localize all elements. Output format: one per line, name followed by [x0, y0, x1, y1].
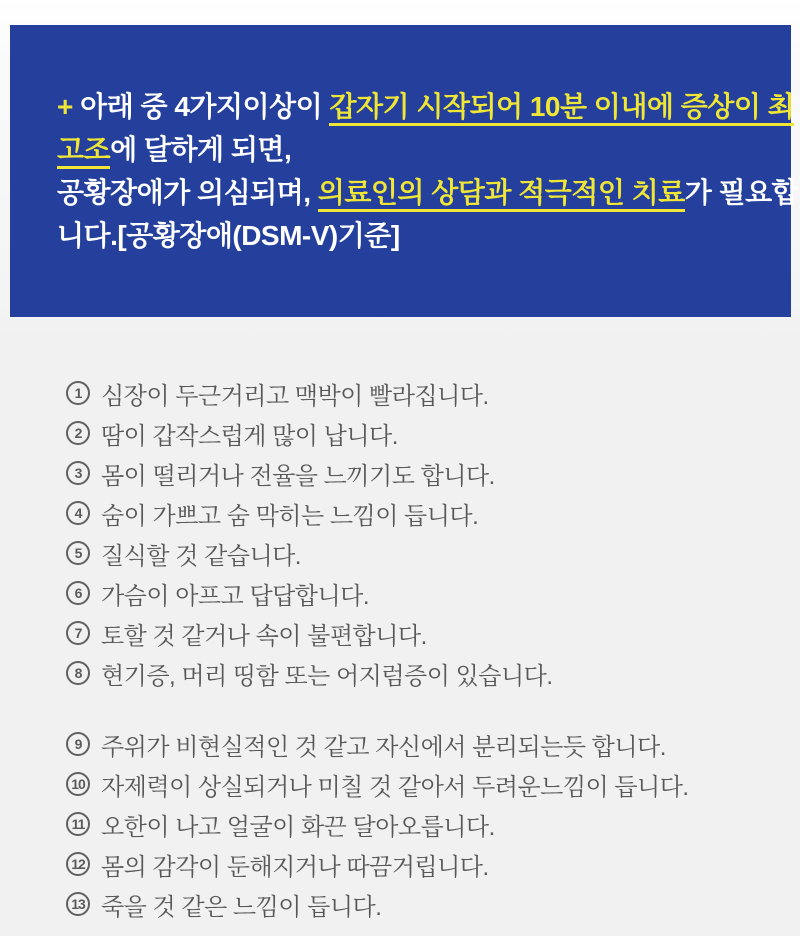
circled-number-badge: 9: [66, 732, 90, 756]
symptom-text: 땀이 갑작스럽게 많이 납니다.: [101, 422, 398, 450]
notice-text: 공황장애가 의심되며,: [57, 177, 318, 208]
symptom-text: 주위가 비현실적인 것 같고 자신에서 분리되는듯 합니다.: [101, 733, 666, 761]
circled-number-badge: 1: [66, 381, 90, 405]
notice-line-2: [57, 128, 751, 171]
panic-disorder-criteria-box: [10, 25, 799, 317]
symptom-list-physical: [66, 380, 553, 690]
symptom-text: 현기증, 머리 띵함 또는 어지럼증이 있습니다.: [101, 662, 553, 690]
symptom-item-8: [66, 660, 553, 690]
circled-number-badge: 4: [66, 501, 90, 525]
notice-text: 가 필요합: [684, 177, 799, 208]
symptom-item-4: [66, 500, 553, 530]
circled-number-badge: 6: [66, 581, 90, 605]
notice-highlight: 고조: [57, 134, 110, 169]
circled-number-badge: 11: [66, 812, 90, 836]
symptom-item-13: [66, 891, 689, 921]
circled-number-badge: 10: [66, 772, 90, 796]
notice-line-3: [57, 171, 799, 214]
notice-text: 에 달하게 되면,: [110, 134, 292, 165]
symptom-text: 숨이 가쁘고 숨 막히는 느낌이 듭니다.: [101, 502, 479, 530]
plus-icon: +: [57, 91, 81, 122]
symptom-item-9: [66, 731, 689, 761]
symptom-item-1: [66, 380, 553, 410]
symptom-item-7: [66, 620, 553, 650]
symptom-text: 질식할 것 같습니다.: [101, 542, 301, 570]
symptom-text: 몸이 떨리거나 전율을 느끼기도 합니다.: [101, 462, 495, 490]
symptom-list-psychological: [66, 731, 689, 921]
circled-number-badge: 8: [66, 661, 90, 685]
notice-line-1: [57, 85, 795, 128]
symptom-text: 가슴이 아프고 답답합니다.: [101, 582, 370, 610]
circled-number-badge: 7: [66, 621, 90, 645]
symptom-text: 몸의 감각이 둔해지거나 따끔거립니다.: [101, 853, 489, 881]
symptom-text: 심장이 두근거리고 맥박이 빨라집니다.: [101, 382, 489, 410]
symptom-item-5: [66, 540, 553, 570]
notice-highlight: 갑자기 시작되어 10분 이내에 증상이 최: [329, 91, 794, 126]
circled-number-badge: 12: [66, 852, 90, 876]
symptom-item-10: [66, 771, 689, 801]
symptom-item-2: [66, 420, 553, 450]
symptom-text: 오한이 나고 얼굴이 화끈 달아오릅니다.: [101, 813, 495, 841]
symptom-text: 죽을 것 같은 느낌이 듭니다.: [101, 893, 382, 921]
notice-text: 아래 중 4가지이상이: [80, 91, 330, 122]
symptom-text: 자제력이 상실되거나 미칠 것 같아서 두려운느낌이 듭니다.: [101, 773, 689, 801]
symptom-item-3: [66, 460, 553, 490]
circled-number-badge: 5: [66, 541, 90, 565]
circled-number-badge: 13: [66, 892, 90, 916]
symptom-item-11: [66, 811, 689, 841]
notice-highlight: 의료인의 상담과 적극적인 치료: [318, 177, 685, 212]
notice-line-4: [57, 214, 751, 257]
notice-source-text: 니다.[공황장애(DSM-V)기준]: [57, 220, 400, 251]
circled-number-badge: 3: [66, 461, 90, 485]
symptom-text: 토할 것 같거나 속이 불편합니다.: [101, 622, 427, 650]
symptom-item-12: [66, 851, 689, 881]
symptom-item-6: [66, 580, 553, 610]
circled-number-badge: 2: [66, 421, 90, 445]
